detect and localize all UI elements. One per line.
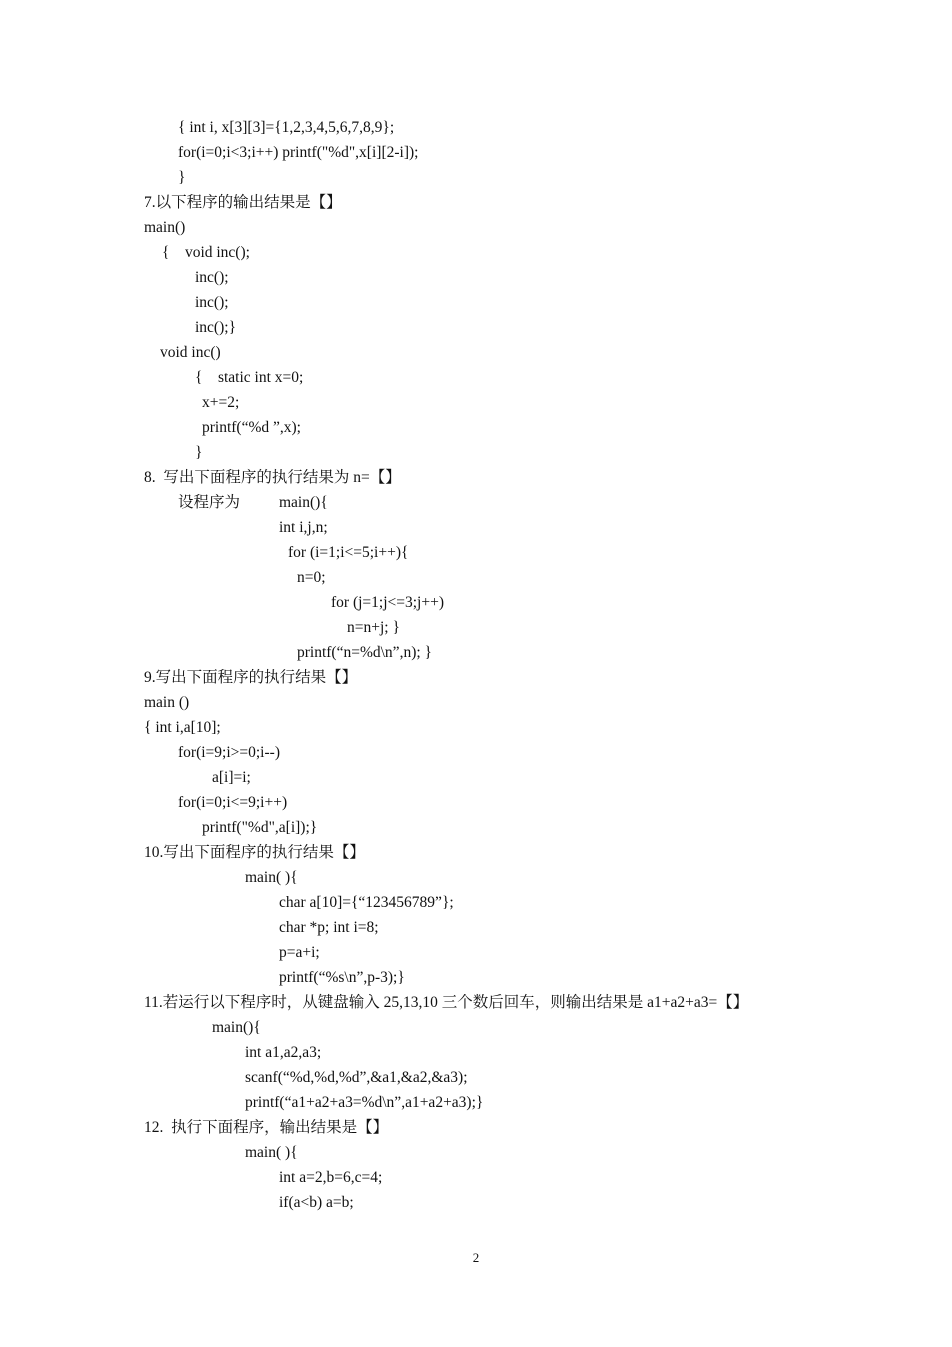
code-line: for (j=1;j<=3;j++) xyxy=(331,594,445,611)
code-line: } xyxy=(178,169,186,186)
code-line: main(){ xyxy=(212,1019,261,1036)
code-line: main( ){ xyxy=(245,869,298,886)
code-line: { int i, x[3][3]={1,2,3,4,5,6,7,8,9}; xyxy=(178,119,395,136)
code-line: main( ){ xyxy=(245,1144,298,1161)
question-heading: 8. 写出下面程序的执行结果为 n=【】 xyxy=(144,469,401,486)
code-line: printf(“%s\n”,p-3);} xyxy=(279,969,405,986)
code-line: int a1,a2,a3; xyxy=(245,1044,322,1061)
code-line: { int i,a[10]; xyxy=(144,719,221,736)
code-line: n=n+j; } xyxy=(347,619,400,636)
code-line: } xyxy=(195,444,203,461)
code-line: printf("%d",a[i]);} xyxy=(202,819,318,836)
code-line: for(i=0;i<=9;i++) xyxy=(178,794,288,811)
code-line: if(a<b) a=b; xyxy=(279,1194,354,1211)
code-line: for(i=0;i<3;i++) printf("%d",x[i][2-i]); xyxy=(178,144,419,161)
question-heading: 11.若运行以下程序时，从键盘输入 25,13,10 三个数后回车，则输出结果是 a1+a2+a3=【】 xyxy=(144,994,749,1011)
question-heading: 10.写出下面程序的执行结果【】 xyxy=(144,844,365,861)
code-line: n=0; xyxy=(297,569,326,586)
code-line: main() xyxy=(144,219,186,236)
code-line: main () xyxy=(144,694,190,711)
code-line: printf(“%d ”,x); xyxy=(202,419,301,436)
question-heading: 12. 执行下面程序，输出结果是【】 xyxy=(144,1119,389,1136)
code-line: x+=2; xyxy=(202,394,240,411)
text-line: 设程序为 xyxy=(178,494,241,511)
code-line: inc(); xyxy=(195,294,229,311)
code-line: printf(“n=%d\n”,n); } xyxy=(297,644,432,661)
code-line: inc();} xyxy=(195,319,237,336)
code-line: void inc() xyxy=(160,344,221,361)
question-heading: 7.以下程序的输出结果是【】 xyxy=(144,194,342,211)
code-line: int i,j,n; xyxy=(279,519,328,536)
code-line: main(){ xyxy=(279,494,328,511)
code-line: a[i]=i; xyxy=(212,769,251,786)
code-line: for (i=1;i<=5;i++){ xyxy=(288,544,409,561)
code-line: printf(“a1+a2+a3=%d\n”,a1+a2+a3);} xyxy=(245,1094,484,1111)
code-line: p=a+i; xyxy=(279,944,320,961)
code-line: { void inc(); xyxy=(162,244,250,261)
code-line: inc(); xyxy=(195,269,229,286)
code-line: for(i=9;i>=0;i--) xyxy=(178,744,280,761)
question-heading: 9.写出下面程序的执行结果【】 xyxy=(144,669,358,686)
page-number: 2 xyxy=(472,1250,480,1265)
code-line: { static int x=0; xyxy=(195,369,304,386)
code-line: char *p; int i=8; xyxy=(279,919,379,936)
code-line: char a[10]={“123456789”}; xyxy=(279,894,454,911)
code-line: int a=2,b=6,c=4; xyxy=(279,1169,383,1186)
code-line: scanf(“%d,%d,%d”,&a1,&a2,&a3); xyxy=(245,1069,468,1086)
